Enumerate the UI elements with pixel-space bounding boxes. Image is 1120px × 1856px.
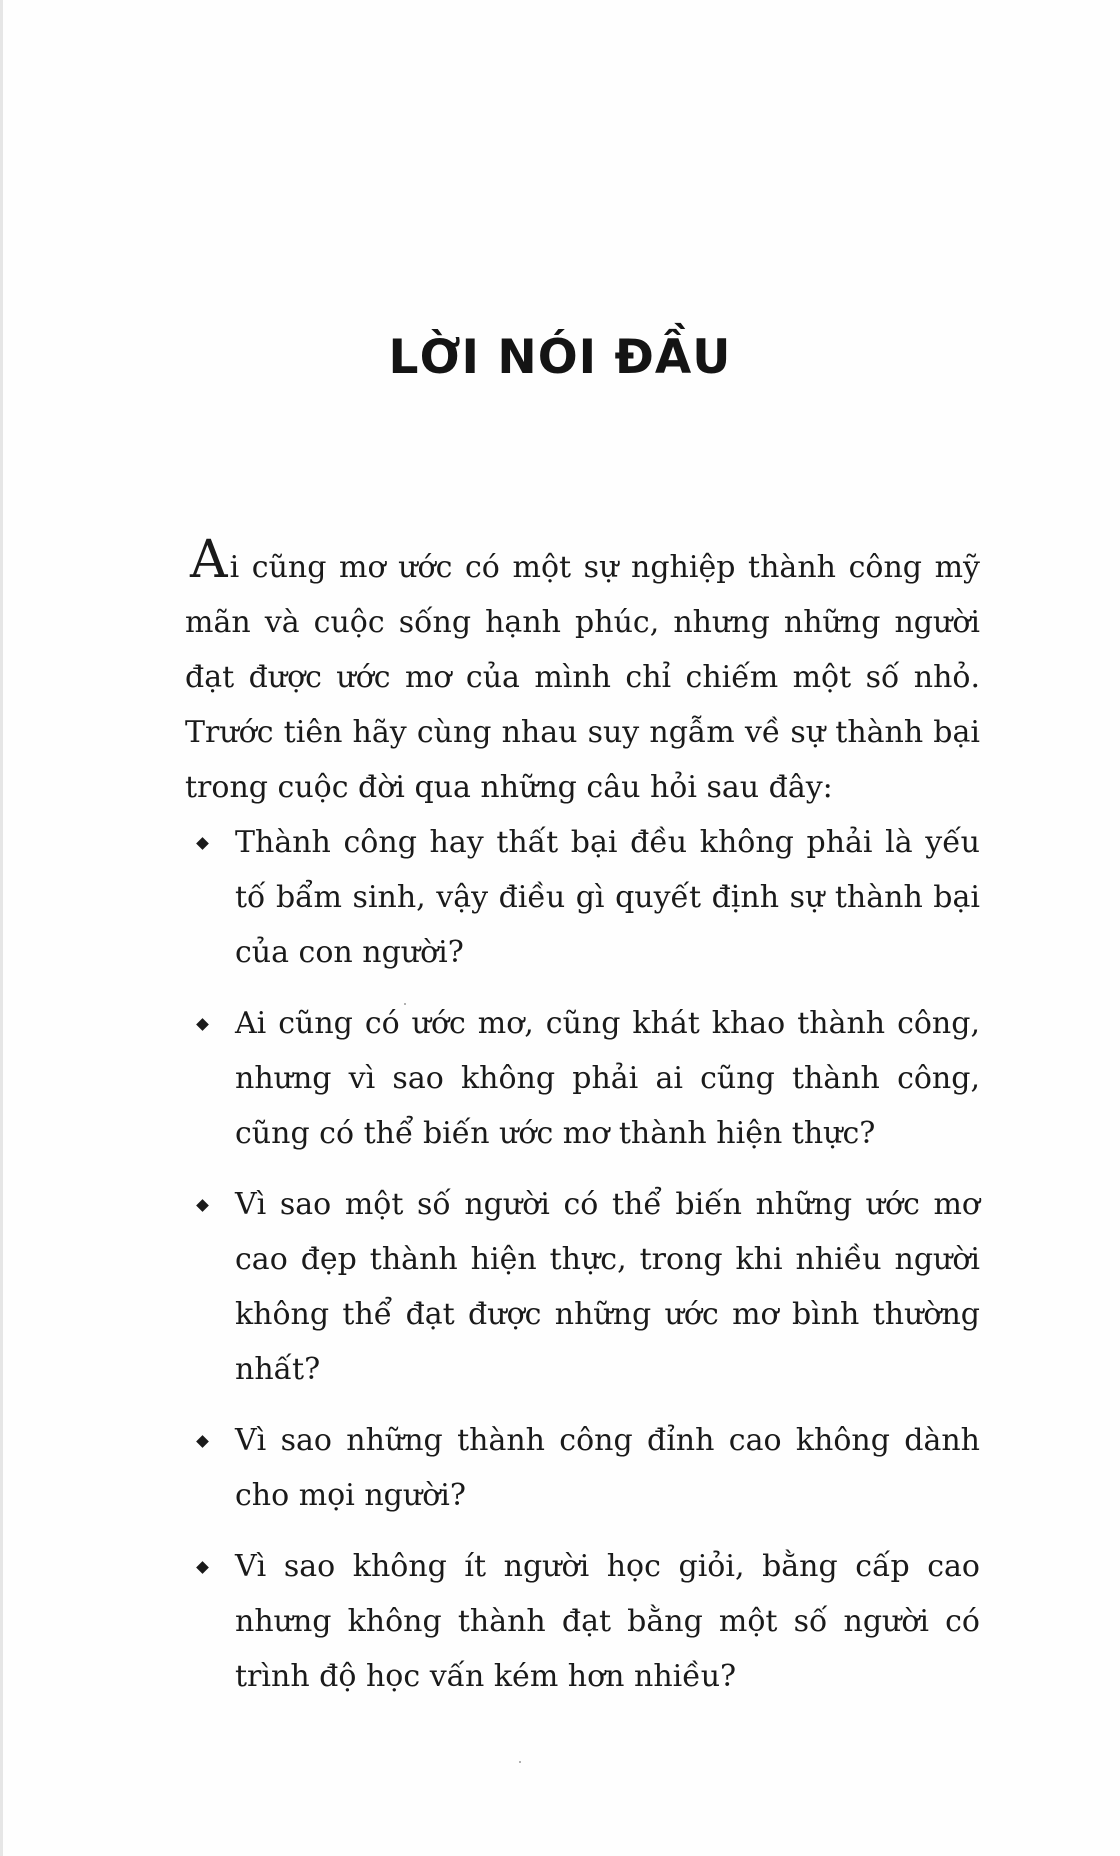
question-text: Vì sao những thành công đỉnh cao không dành cho mọi người? — [235, 1423, 980, 1513]
question-text: Ai cũng có ước mơ, cũng khát khao thành công, nhưng vì sao không phải ai cũng thành công, cũng có thể biến ước mơ thành hiện thực? — [235, 1006, 980, 1151]
question-list — [185, 815, 980, 1704]
diamond-bullet-icon — [196, 1561, 209, 1574]
intro-text: i cũng mơ ước có một sự nghiệp thành công mỹ mãn và cuộc sống hạnh phúc, nhưng những người đạt được ước mơ của mình chỉ chiếm một số nhỏ. Trước tiên hãy cùng nhau suy ngẫm về sự thành bại trong cuộc đời qua những câu hỏi sau đây: — [185, 550, 980, 805]
list-item — [185, 1539, 980, 1704]
intro-paragraph — [185, 530, 980, 815]
page-title: LỜI NÓI ĐẦU — [388, 330, 732, 385]
scan-speck — [519, 1761, 521, 1763]
list-item — [185, 815, 980, 980]
diamond-bullet-icon — [196, 1435, 209, 1448]
page-edge — [0, 0, 3, 1856]
page-body — [185, 530, 980, 1704]
list-item — [185, 1177, 980, 1397]
diamond-bullet-icon — [196, 1018, 209, 1031]
list-item — [185, 1413, 980, 1523]
question-text: Vì sao một số người có thể biến những ước mơ cao đẹp thành hiện thực, trong khi nhiều người không thể đạt được những ước mơ bình thường nhất? — [235, 1187, 980, 1387]
scan-speck — [404, 1003, 406, 1005]
drop-cap: A — [190, 530, 228, 590]
diamond-bullet-icon — [196, 837, 209, 850]
question-text: Vì sao không ít người học giỏi, bằng cấp cao nhưng không thành đạt bằng một số người có trình độ học vấn kém hơn nhiều? — [235, 1549, 980, 1694]
question-text: Thành công hay thất bại đều không phải là yếu tố bẩm sinh, vậy điều gì quyết định sự thành bại của con người? — [235, 825, 980, 970]
list-item — [185, 996, 980, 1161]
diamond-bullet-icon — [196, 1199, 209, 1212]
